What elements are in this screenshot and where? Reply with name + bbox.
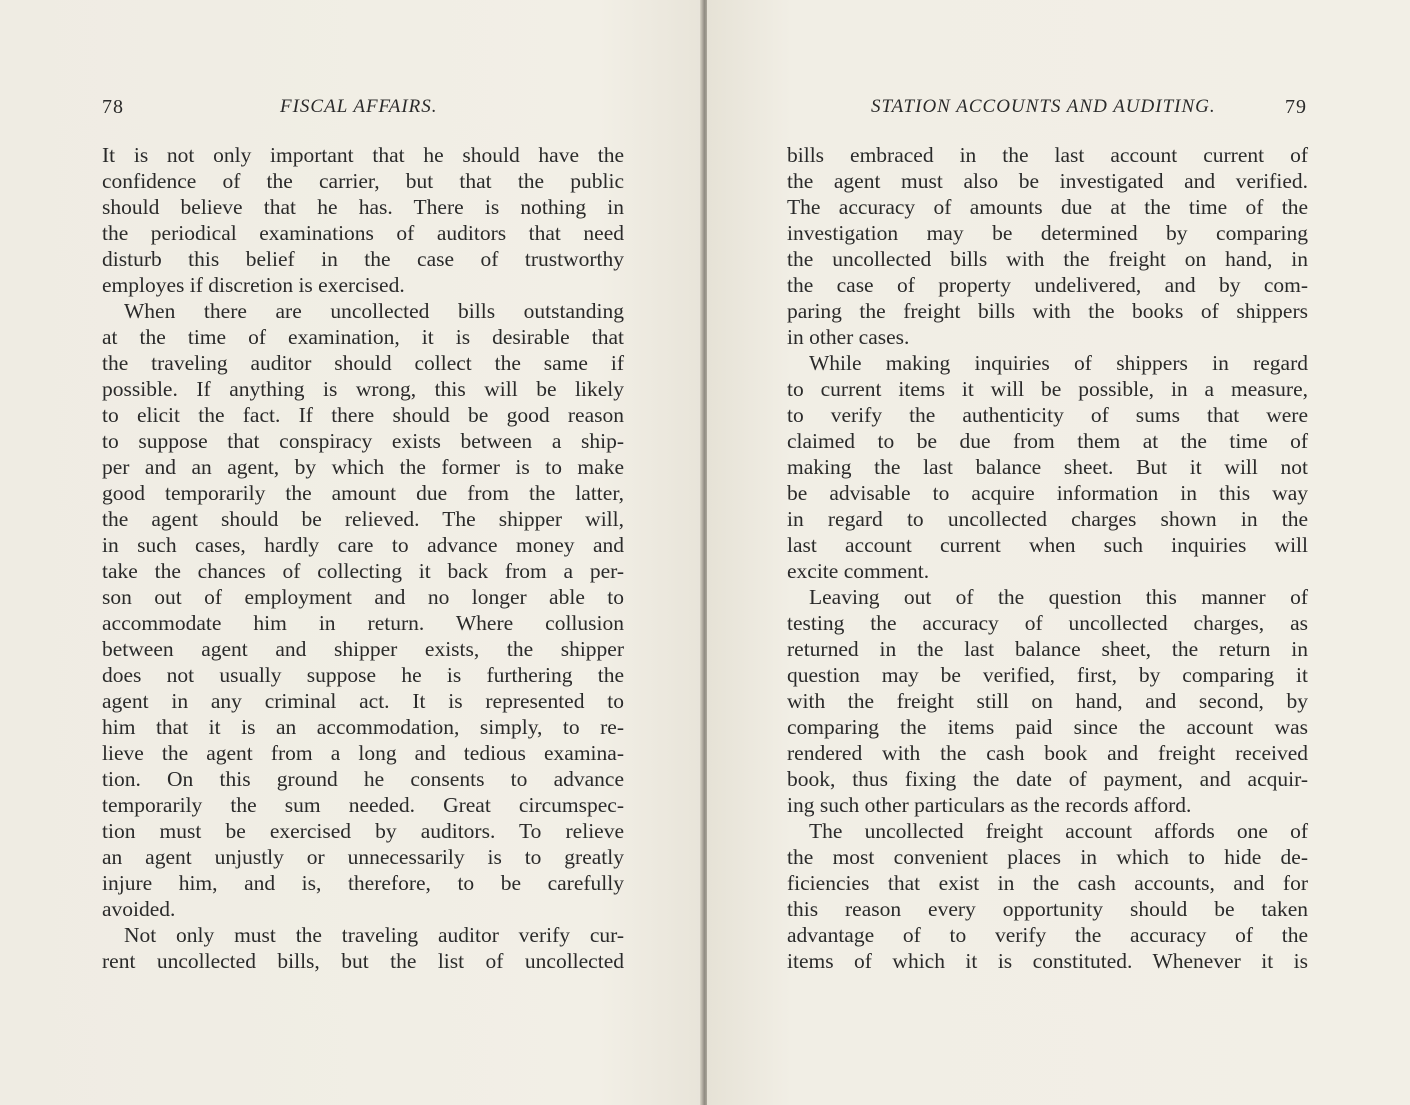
text-line: The uncollected freight account affords one of (809, 819, 1308, 843)
left-page-text (102, 142, 624, 974)
text-line: be advisable to acquire information in this way (787, 481, 1308, 505)
text-line: bills embraced in the last account current of (787, 143, 1308, 167)
text-line: disturb this belief in the case of trustworthy (102, 247, 624, 271)
text-line: to suppose that conspiracy exists between a ship- (102, 429, 624, 453)
text-line: in other cases. (787, 325, 910, 349)
text-line: employes if discretion is exercised. (102, 273, 405, 297)
text-line: comparing the items paid since the account was (787, 715, 1308, 739)
text-line: testing the accuracy of uncollected charges, as (787, 611, 1308, 635)
text-line: lieve the agent from a long and tedious examina- (102, 741, 624, 765)
text-line: the periodical examinations of auditors that need (102, 221, 624, 245)
text-line: investigation may be determined by comparing (787, 221, 1308, 245)
right-page-number: 79 (1285, 96, 1307, 118)
text-line: accommodate him in return. Where collusion (102, 611, 624, 635)
text-line: ficiencies that exist in the cash accounts, and for (787, 871, 1308, 895)
left-page-number: 78 (102, 96, 124, 118)
text-line: Leaving out of the question this manner of (809, 585, 1308, 609)
text-line: tion must be exercised by auditors. To relieve (102, 819, 624, 843)
text-line: an agent unjustly or unnecessarily is to greatly (102, 845, 624, 869)
text-line: avoided. (102, 897, 176, 921)
text-line: in such cases, hardly care to advance money and (102, 533, 624, 557)
text-line: between agent and shipper exists, the shipper (102, 637, 624, 661)
text-line: agent in any criminal act. It is represented to (102, 689, 624, 713)
text-line: ing such other particulars as the records afford. (787, 793, 1192, 817)
text-line: temporarily the sum needed. Great circumspec- (102, 793, 624, 817)
text-line: to elicit the fact. If there should be good reason (102, 403, 624, 427)
text-line: last account current when such inquiries will (787, 533, 1308, 557)
text-line: injure him, and is, therefore, to be carefully (102, 871, 624, 895)
text-line: The accuracy of amounts due at the time of the (787, 195, 1308, 219)
text-line: Not only must the traveling auditor verify cur- (124, 923, 624, 947)
text-line: rendered with the cash book and freight received (787, 741, 1308, 765)
text-line: to current items it will be possible, in a measure, (787, 377, 1308, 401)
text-line: this reason every opportunity should be taken (787, 897, 1308, 921)
text-line: making the last balance sheet. But it will not (787, 455, 1308, 479)
text-line: does not usually suppose he is furthering the (102, 663, 624, 687)
text-line: at the time of examination, it is desirable that (102, 325, 624, 349)
text-line: tion. On this ground he consents to advance (102, 767, 624, 791)
text-line: son out of employment and no longer able to (102, 585, 624, 609)
text-line: advantage of to verify the accuracy of the (787, 923, 1308, 947)
text-line: the case of property undelivered, and by com- (787, 273, 1308, 297)
text-line: possible. If anything is wrong, this will be likely (102, 377, 624, 401)
text-line: take the chances of collecting it back from a per- (102, 559, 624, 583)
text-line: claimed to be due from them at the time of (787, 429, 1308, 453)
text-line: returned in the last balance sheet, the return in (787, 637, 1308, 661)
right-page-text (787, 142, 1308, 974)
left-running-title: FISCAL AFFAIRS. (280, 96, 438, 117)
text-line: When there are uncollected bills outstanding (124, 299, 624, 323)
text-line: confidence of the carrier, but that the public (102, 169, 624, 193)
text-line: book, thus fixing the date of payment, and acquir- (787, 767, 1308, 791)
text-line: items of which it is constituted. Whenever it is (787, 949, 1308, 973)
right-running-title: STATION ACCOUNTS AND AUDITING. (871, 96, 1216, 117)
text-line: the uncollected bills with the freight on hand, in (787, 247, 1308, 271)
text-line: It is not only important that he should have the (102, 143, 624, 167)
text-line: should believe that he has. There is nothing in (102, 195, 624, 219)
left-page (0, 0, 703, 1105)
text-line: the agent must also be investigated and verified. (787, 169, 1308, 193)
text-line: to verify the authenticity of sums that were (787, 403, 1308, 427)
text-line: good temporarily the amount due from the latter, (102, 481, 624, 505)
left-running-head (102, 96, 624, 120)
text-line: excite comment. (787, 559, 930, 583)
text-line: question may be verified, first, by comparing it (787, 663, 1308, 687)
text-line: in regard to uncollected charges shown in the (787, 507, 1308, 531)
text-line: with the freight still on hand, and second, by (787, 689, 1308, 713)
text-line: rent uncollected bills, but the list of uncollected (102, 949, 624, 973)
text-line: While making inquiries of shippers in regard (809, 351, 1308, 375)
right-page (707, 0, 1410, 1105)
text-line: paring the freight bills with the books of shippers (787, 299, 1308, 323)
text-line: the traveling auditor should collect the same if (102, 351, 624, 375)
right-running-head (787, 96, 1307, 120)
text-line: per and an agent, by which the former is to make (102, 455, 624, 479)
text-line: the most convenient places in which to hide de- (787, 845, 1308, 869)
text-line: the agent should be relieved. The shipper will, (102, 507, 624, 531)
text-line: him that it is an accommodation, simply, to re- (102, 715, 624, 739)
